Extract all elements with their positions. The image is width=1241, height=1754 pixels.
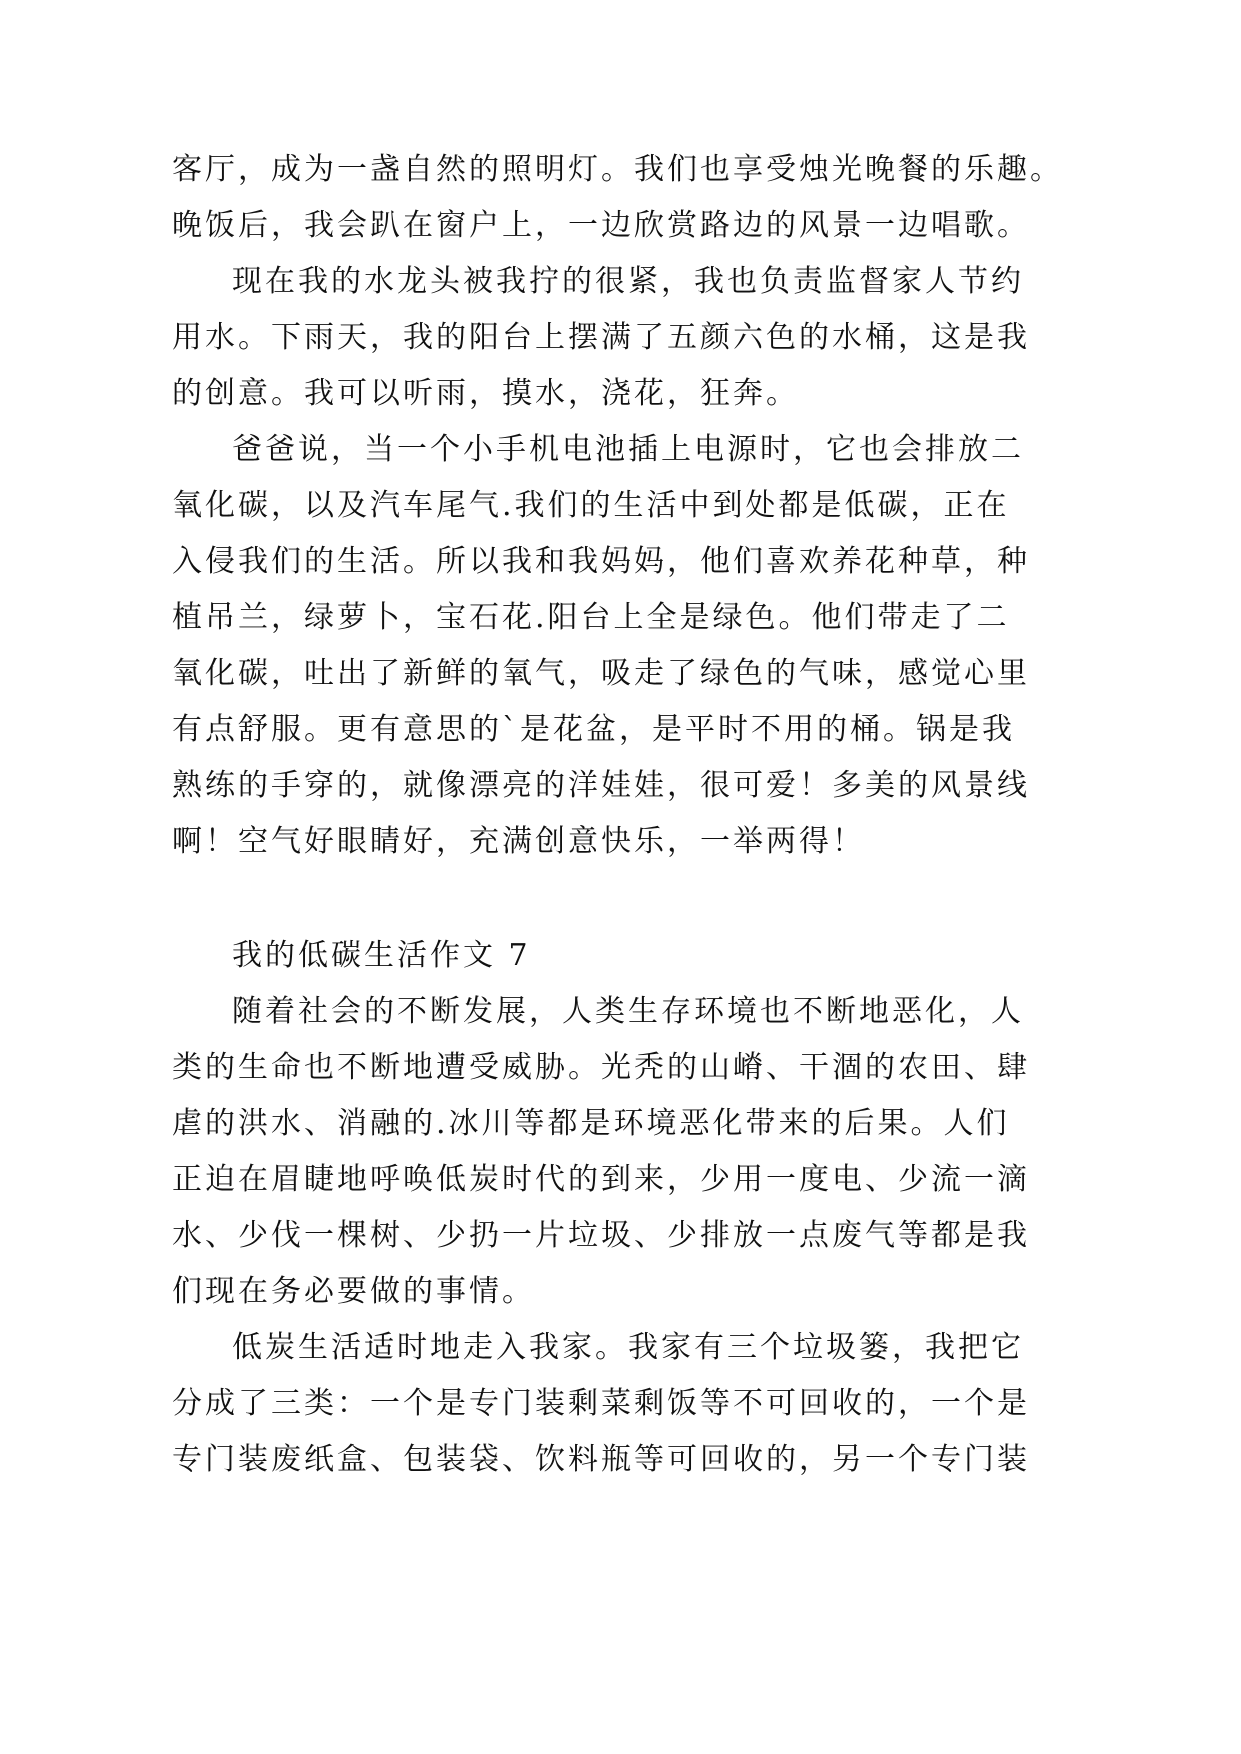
paragraph-line: 爸爸说，当一个小手机电池插上电源时，它也会排放二 — [232, 432, 1024, 467]
paragraph-line: 专门装废纸盒、包装袋、饮料瓶等可回收的，另一个专门装 — [172, 1442, 1030, 1477]
paragraph-line: 熟练的手穿的，就像漂亮的洋娃娃，很可爱！多美的风景线 — [172, 768, 1030, 803]
paragraph-line: 客厅，成为一盏自然的照明灯。我们也享受烛光晚餐的乐趣。 — [172, 152, 1063, 187]
paragraph-line: 啊！空气好眼睛好，充满创意快乐，一举两得！ — [172, 824, 865, 859]
paragraph-line: 用水。下雨天，我的阳台上摆满了五颜六色的水桶，这是我 — [172, 320, 1030, 355]
paragraph-line: 的创意。我可以听雨，摸水，浇花，狂奔。 — [172, 376, 799, 411]
paragraph-line: 氧化碳，以及汽车尾气.我们的生活中到处都是低碳，正在 — [172, 488, 1010, 523]
paragraph-line: 正迫在眉睫地呼唤低炭时代的到来，少用一度电、少流一滴 — [172, 1162, 1030, 1197]
paragraph-line: 入侵我们的生活。所以我和我妈妈，他们喜欢养花种草，种 — [172, 544, 1030, 579]
paragraph-line: 虐的洪水、消融的.冰川等都是环境恶化带来的后果。人们 — [172, 1106, 1010, 1141]
paragraph-line: 晚饭后，我会趴在窗户上，一边欣赏路边的风景一边唱歌。 — [172, 208, 1030, 243]
paragraph-line: 水、少伐一棵树、少扔一片垃圾、少排放一点废气等都是我 — [172, 1218, 1030, 1253]
paragraph-line: 分成了三类：一个是专门装剩菜剩饭等不可回收的，一个是 — [172, 1386, 1030, 1421]
paragraph-line: 低炭生活适时地走入我家。我家有三个垃圾篓，我把它 — [232, 1330, 1024, 1365]
paragraph-line: 有点舒服。更有意思的`是花盆，是平时不用的桶。锅是我 — [172, 712, 1015, 747]
section-heading: 我的低碳生活作文 7 — [232, 938, 531, 973]
paragraph-line: 植吊兰，绿萝卜，宝石花.阳台上全是绿色。他们带走了二 — [172, 600, 1010, 635]
paragraph-line: 类的生命也不断地遭受威胁。光秃的山嵴、干涸的农田、肆 — [172, 1050, 1030, 1085]
paragraph-line: 们现在务必要做的事情。 — [172, 1274, 535, 1309]
paragraph-line: 随着社会的不断发展，人类生存环境也不断地恶化，人 — [232, 994, 1024, 1029]
paragraph-line: 氧化碳，吐出了新鲜的氧气，吸走了绿色的气味，感觉心里 — [172, 656, 1030, 691]
paragraph-line: 现在我的水龙头被我拧的很紧，我也负责监督家人节约 — [232, 264, 1024, 299]
